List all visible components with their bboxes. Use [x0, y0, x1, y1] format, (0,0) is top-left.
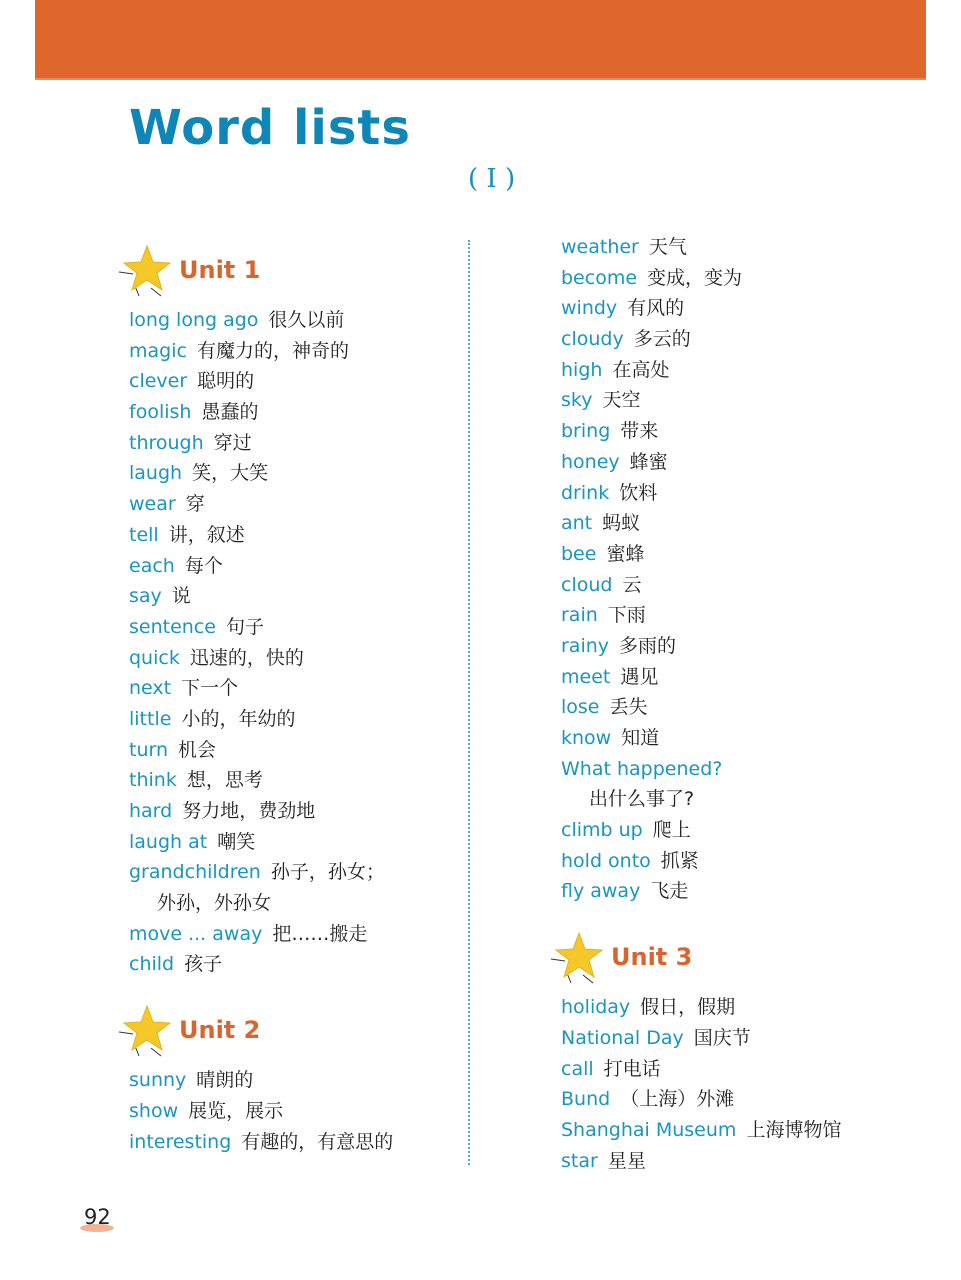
word-entry: [129, 551, 459, 582]
chinese-meaning: 出什么事了?: [589, 788, 695, 811]
chinese-meaning: 知道: [621, 727, 660, 749]
english-word: fly away: [561, 880, 641, 903]
word-entry: [129, 581, 459, 612]
english-word: lose: [561, 696, 600, 719]
english-word: long long ago: [129, 309, 259, 331]
chinese-meaning: 蚂蚁: [602, 512, 641, 535]
english-word: little: [129, 707, 172, 730]
chinese-meaning: 把……搬走: [272, 922, 368, 945]
word-entry: [561, 539, 921, 570]
chinese-meaning: 飞走: [650, 880, 689, 903]
english-word: ant: [561, 512, 593, 535]
word-entry: [561, 263, 921, 294]
word-entry: [561, 385, 921, 416]
word-entry: [129, 1065, 459, 1096]
chinese-meaning: 多云的: [633, 328, 691, 351]
english-word: holiday: [561, 996, 631, 1019]
chinese-meaning: 很久以前: [268, 309, 345, 331]
english-word: wear: [129, 493, 176, 516]
english-word: Shanghai Museum: [561, 1118, 737, 1141]
chinese-meaning: 穿过: [213, 431, 252, 454]
chinese-meaning: 变成，变为: [647, 266, 743, 289]
word-entry: [561, 692, 921, 723]
english-word: grandchildren: [129, 861, 261, 884]
word-entry: [129, 612, 459, 643]
english-word: turn: [129, 738, 169, 761]
word-entry: [561, 508, 921, 539]
english-word: National Day: [561, 1026, 684, 1049]
chinese-meaning: 努力地，费劲地: [182, 800, 316, 822]
chinese-meaning: 笑，大笑: [192, 462, 269, 485]
header-banner: [35, 0, 926, 80]
english-word: laugh: [129, 462, 183, 485]
word-entry: [129, 643, 459, 674]
english-word: hold onto: [561, 849, 651, 872]
english-word: next: [129, 677, 172, 700]
word-entry: [561, 1084, 921, 1115]
word-entry: [561, 992, 921, 1023]
english-word: hard: [129, 800, 173, 822]
word-entry: [561, 570, 921, 601]
word-entry: [561, 815, 921, 846]
chinese-meaning: 愚蠢的: [201, 401, 259, 424]
word-entry: [129, 949, 459, 980]
english-word: move ... away: [129, 922, 263, 945]
word-entry: [561, 416, 921, 447]
page-subtitle: ( I ): [468, 164, 516, 194]
page-title: Word lists: [129, 100, 411, 156]
chinese-meaning: 蜜蜂: [606, 542, 645, 565]
word-entry: [129, 397, 459, 428]
chinese-meaning: 有魔力的，神奇的: [196, 339, 349, 362]
chinese-meaning: 饮料: [619, 481, 658, 504]
word-entry: [561, 600, 921, 631]
english-word: quick: [129, 646, 180, 669]
unit-title: Unit 3: [611, 943, 693, 972]
chinese-meaning: 有趣的，有意思的: [241, 1130, 394, 1153]
chinese-meaning: 星星: [607, 1149, 646, 1172]
word-entry: [561, 1146, 921, 1177]
word-entry: [129, 919, 459, 950]
chinese-meaning: 讲，叙述: [168, 523, 245, 546]
unit-heading: [129, 1005, 459, 1065]
chinese-meaning: 聪明的: [197, 370, 255, 393]
word-entry: [561, 631, 921, 662]
unit-heading: [129, 245, 459, 305]
english-word: cloud: [561, 573, 613, 596]
chinese-meaning: 说: [171, 585, 191, 608]
english-word: windy: [561, 297, 618, 320]
chinese-meaning: 孙子，孙女；: [270, 861, 385, 884]
word-entry: [561, 1054, 921, 1085]
english-word: Bund: [561, 1088, 611, 1111]
english-word: sunny: [129, 1069, 187, 1092]
english-word: know: [561, 727, 612, 749]
chinese-meaning: 在高处: [612, 358, 670, 381]
word-entry: [129, 673, 459, 704]
english-word: high: [561, 358, 603, 381]
word-entry: [129, 796, 459, 827]
word-entry: [129, 857, 459, 888]
word-entry: [129, 366, 459, 397]
word-entry-continuation: [561, 784, 921, 815]
english-word: foolish: [129, 401, 192, 424]
english-word: call: [561, 1057, 594, 1080]
english-word: climb up: [561, 819, 643, 842]
unit-title: Unit 2: [179, 1016, 261, 1045]
word-entry: [129, 305, 459, 336]
word-entry: [129, 336, 459, 367]
chinese-meaning: 上海博物馆: [746, 1118, 842, 1141]
word-entry: [561, 1023, 921, 1054]
english-word: cloudy: [561, 328, 624, 351]
english-word: honey: [561, 450, 620, 473]
chinese-meaning: 小的，年幼的: [181, 707, 296, 730]
chinese-meaning: 每个: [184, 554, 223, 577]
chinese-meaning: 多雨的: [619, 634, 677, 657]
chinese-meaning: 句子: [225, 615, 264, 638]
word-entry: [129, 765, 459, 796]
chinese-meaning: 穿: [185, 493, 205, 516]
english-word: bee: [561, 542, 597, 565]
chinese-meaning: 外孙，外孙女: [157, 892, 272, 915]
left-column: [129, 245, 459, 1157]
word-entry: [561, 293, 921, 324]
english-word: meet: [561, 665, 611, 688]
chinese-meaning: 展览，展示: [188, 1099, 284, 1122]
word-entry: [129, 827, 459, 858]
chinese-meaning: （上海）外滩: [620, 1088, 735, 1111]
word-entry: [561, 754, 921, 785]
word-entry: [561, 723, 921, 754]
english-word: each: [129, 554, 175, 577]
word-entry: [561, 846, 921, 877]
word-entry: [561, 447, 921, 478]
english-word: rain: [561, 604, 598, 627]
chinese-meaning: 天空: [602, 389, 641, 412]
chinese-meaning: 迅速的，快的: [189, 646, 304, 669]
english-word: laugh at: [129, 830, 208, 853]
chinese-meaning: 国庆节: [693, 1026, 751, 1049]
english-word: interesting: [129, 1130, 232, 1153]
chinese-meaning: 爬上: [652, 819, 691, 842]
unit-heading: [561, 932, 921, 992]
english-word: rainy: [561, 634, 610, 657]
word-entry: [129, 428, 459, 459]
english-word: drink: [561, 481, 610, 504]
english-word: clever: [129, 370, 188, 393]
chinese-meaning: 下雨: [607, 604, 646, 627]
word-entry: [561, 478, 921, 509]
english-word: tell: [129, 523, 159, 546]
english-word: star: [561, 1149, 598, 1172]
chinese-meaning: 云: [622, 573, 642, 596]
unit-title: Unit 1: [179, 256, 261, 284]
word-entry: [129, 704, 459, 735]
chinese-meaning: 丢失: [609, 696, 648, 719]
english-word: What happened?: [561, 757, 723, 780]
chinese-meaning: 蜂蜜: [629, 450, 668, 473]
column-divider: [468, 240, 470, 1165]
word-entry: [561, 876, 921, 907]
page-number: 92: [84, 1205, 111, 1229]
word-entry: [561, 324, 921, 355]
chinese-meaning: 孩子: [184, 953, 223, 976]
word-entry: [129, 458, 459, 489]
word-entry: [129, 489, 459, 520]
english-word: bring: [561, 420, 611, 443]
word-entry: [561, 355, 921, 386]
english-word: sentence: [129, 615, 216, 638]
chinese-meaning: 晴朗的: [196, 1069, 254, 1092]
word-entry: [129, 735, 459, 766]
chinese-meaning: 假日，假期: [640, 996, 736, 1019]
english-word: weather: [561, 236, 639, 258]
english-word: say: [129, 585, 162, 608]
word-entry: [129, 1127, 459, 1158]
word-entry: [561, 662, 921, 693]
english-word: through: [129, 431, 204, 454]
right-column: [561, 232, 921, 1176]
english-word: child: [129, 953, 175, 976]
chinese-meaning: 遇见: [620, 665, 659, 688]
chinese-meaning: 想，思考: [186, 769, 263, 792]
word-entry: [561, 1115, 921, 1146]
chinese-meaning: 机会: [178, 738, 217, 761]
english-word: think: [129, 769, 177, 792]
english-word: sky: [561, 389, 593, 412]
chinese-meaning: 抓紧: [660, 849, 699, 872]
word-entry: [129, 520, 459, 551]
chinese-meaning: 嘲笑: [217, 830, 256, 853]
word-entry: [561, 232, 921, 263]
chinese-meaning: 带来: [620, 420, 659, 443]
chinese-meaning: 下一个: [181, 677, 239, 700]
chinese-meaning: 打电话: [603, 1057, 661, 1080]
english-word: magic: [129, 339, 187, 362]
word-entry: [129, 1096, 459, 1127]
word-entry-continuation: [129, 888, 459, 919]
english-word: show: [129, 1099, 179, 1122]
english-word: become: [561, 266, 638, 289]
chinese-meaning: 天气: [648, 236, 687, 258]
chinese-meaning: 有风的: [627, 297, 685, 320]
